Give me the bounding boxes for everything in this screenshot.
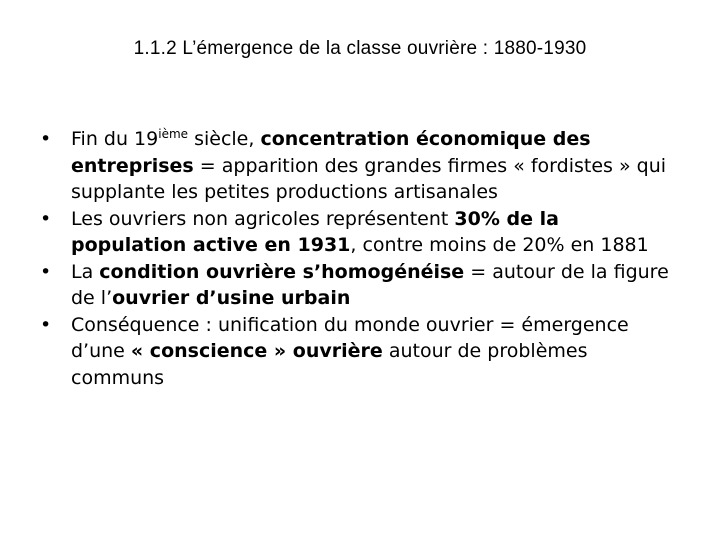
bullet-icon bbox=[40, 126, 71, 153]
bullet-text: Les ouvriers non agricoles représentent bbox=[71, 207, 455, 230]
bullet-icon bbox=[40, 206, 71, 233]
bold-text: concentration économique des entreprises bbox=[71, 128, 591, 177]
slide-title: 1.1.2 L’émergence de la classe ouvrière : 1880-1930 bbox=[133, 38, 587, 59]
bullet-item bbox=[40, 259, 680, 312]
bullet-text: = apparition des grandes firmes « fordistes » qui supplante les petites productions artisanales bbox=[71, 154, 667, 203]
bullet-item bbox=[40, 126, 680, 206]
bullet-text: = autour de la figure de l’ bbox=[71, 260, 669, 309]
bullet-icon bbox=[40, 259, 71, 286]
bold-text: 30% de la population active en 1931 bbox=[71, 207, 559, 256]
bullet-text: , contre moins de 20% en 1881 bbox=[350, 234, 649, 256]
bullet-text: siècle, bbox=[188, 128, 261, 150]
bullet-list bbox=[40, 126, 680, 391]
bullet-text: autour de problèmes communs bbox=[71, 340, 588, 389]
superscript-text: ième bbox=[158, 127, 189, 141]
bold-text: ouvrier d’usine urbain bbox=[112, 287, 351, 309]
bullet-text: Conséquence : unification du monde ouvrier = émergence d’une bbox=[71, 313, 629, 362]
bullet-icon bbox=[40, 312, 71, 339]
bullet-item bbox=[40, 312, 680, 392]
bullet-text: Fin du 19 bbox=[71, 128, 159, 150]
bullet-text: La bbox=[71, 260, 100, 283]
bold-text: « conscience » ouvrière bbox=[130, 340, 383, 362]
bullet-item bbox=[40, 206, 680, 259]
bold-text: condition ouvrière s’homogénéise bbox=[99, 260, 465, 283]
